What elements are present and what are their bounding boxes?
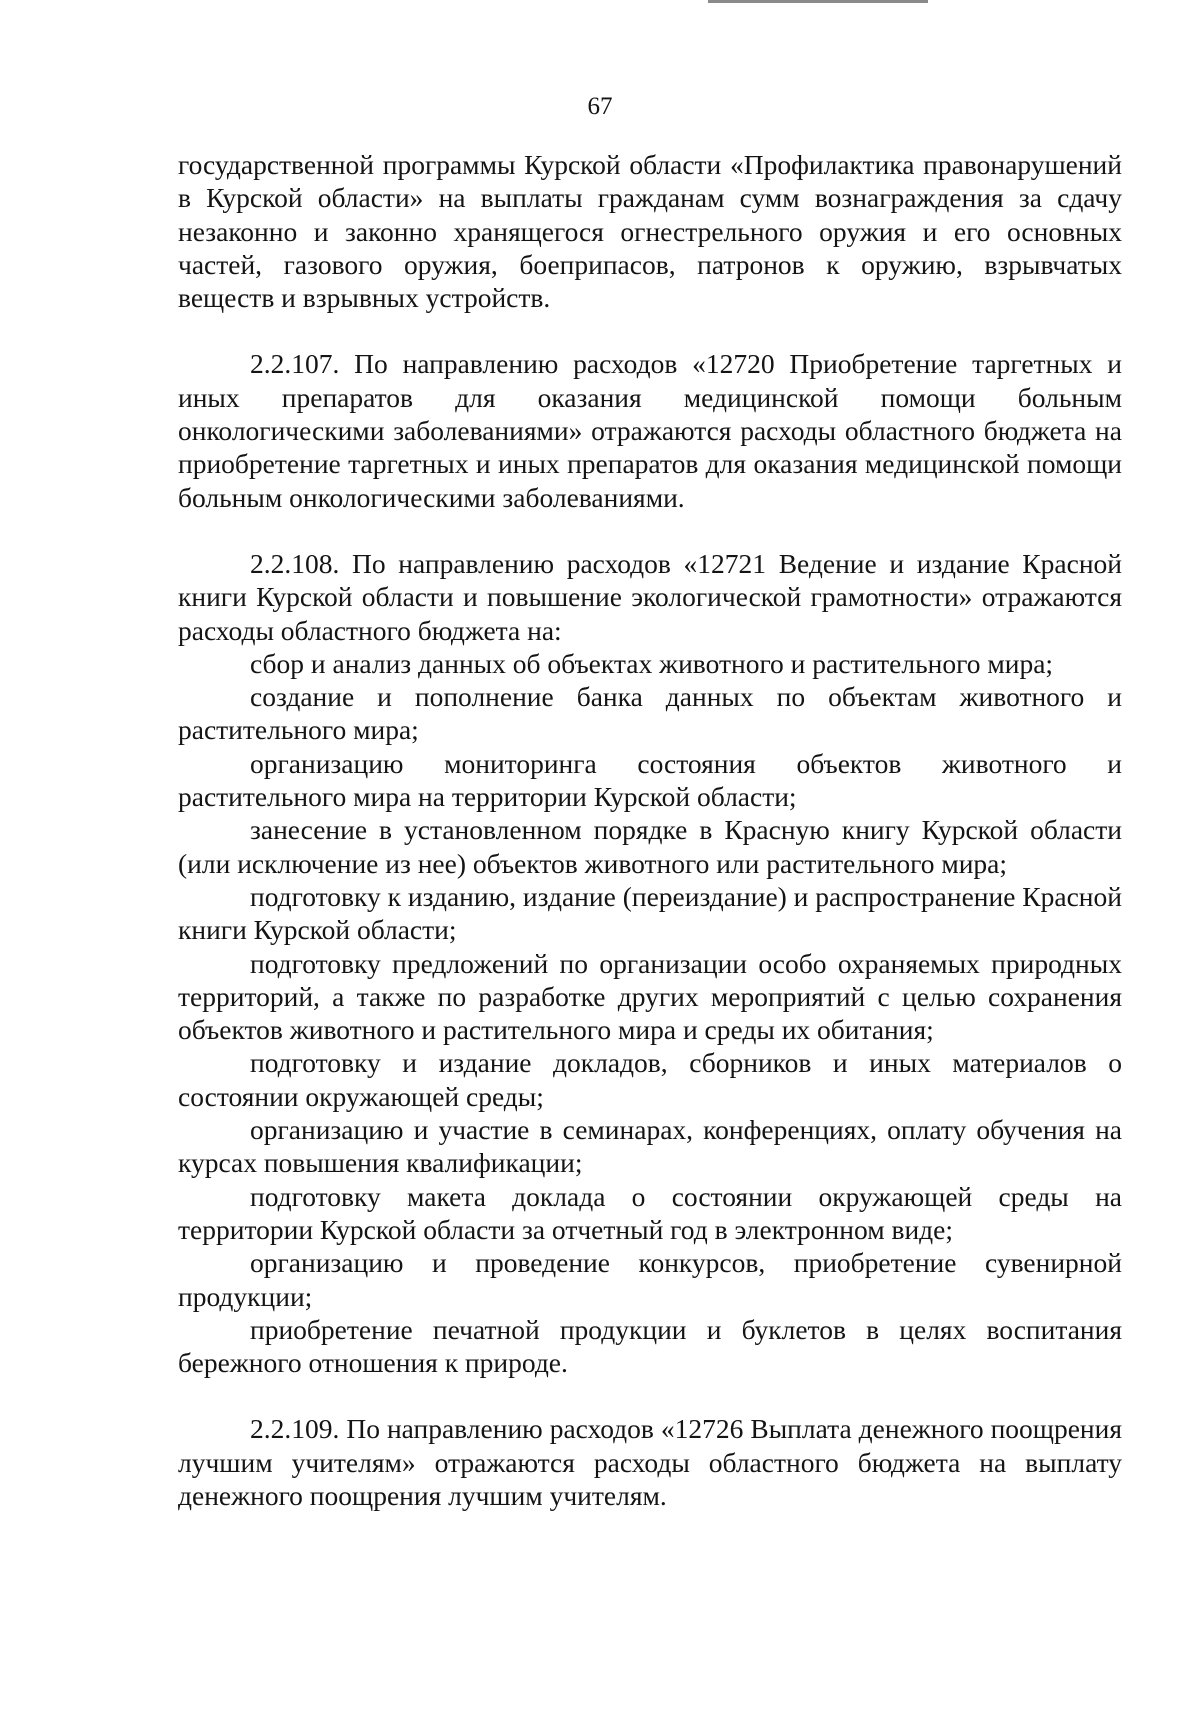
list-item: организацию мониторинга состояния объектов животного и растительного мира на территории Курской области; — [178, 747, 1122, 813]
paragraph-2-2-109: 2.2.109. По направлению расходов «12726 Выплата денежного поощрения лучшим учителям» отражаются расходы областного бюджета на выплату денежного поощрения лучшим учителям. — [178, 1413, 1122, 1511]
document-body — [178, 148, 1122, 1512]
top-edge-rule — [708, 0, 928, 3]
list-item: приобретение печатной продукции и буклетов в целях воспитания бережного отношения к природе. — [178, 1313, 1122, 1379]
paragraph-continuation: государственной программы Курской области «Профилактика правонарушений в Курской области» на выплаты гражданам сумм вознаграждения за сдачу незаконно и законно хранящегося огнестрельного оружия и его основных частей, газового оружия, боеприпасов, патронов к оружию, взрывчатых веществ и взрывных устройств. — [178, 149, 1122, 314]
list-item: подготовку к изданию, издание (переиздание) и распространение Красной книги Курской области; — [178, 880, 1122, 946]
list-item: подготовку макета доклада о состоянии окружающей среды на территории Курской области за отчетный год в электронном виде; — [178, 1180, 1122, 1245]
list-item: создание и пополнение банка данных по объектам животного и растительного мира; — [178, 681, 1122, 746]
list-item: подготовку предложений по организации особо охраняемых природных территорий, а также по разработке других мероприятий с целью сохранения объектов животного и растительного мира и среды их обитания; — [178, 947, 1122, 1046]
paragraph-2-2-107: 2.2.107. По направлению расходов «12720 Приобретение таргетных и иных препаратов для оказания медицинской помощи больным онкологическими заболеваниями» отражаются расходы областного бюджета на приобретение таргетных и иных препаратов для оказания медицинской помощи больным онкологическими заболеваниями. — [178, 348, 1122, 513]
list-item: занесение в установленном порядке в Красную книгу Курской области (или исключение из нее) объектов животного или растительного мира; — [178, 814, 1122, 879]
list-item: сбор и анализ данных об объектах животного и растительного мира; — [250, 647, 1054, 679]
paragraph-2-2-108: 2.2.108. По направлению расходов «12721 Ведение и издание Красной книги Курской области и повышение экологической грамотности» отражаются расходы областного бюджета на: — [178, 547, 1122, 646]
list-item: подготовку и издание докладов, сборников и иных материалов о состоянии окружающей среды; — [178, 1047, 1122, 1112]
list-item: организацию и проведение конкурсов, приобретение сувенирной продукции; — [178, 1247, 1122, 1312]
page-number: 67 — [587, 93, 613, 120]
list-item: организацию и участие в семинарах, конференциях, оплату обучения на курсах повышения квалификации; — [178, 1114, 1122, 1179]
